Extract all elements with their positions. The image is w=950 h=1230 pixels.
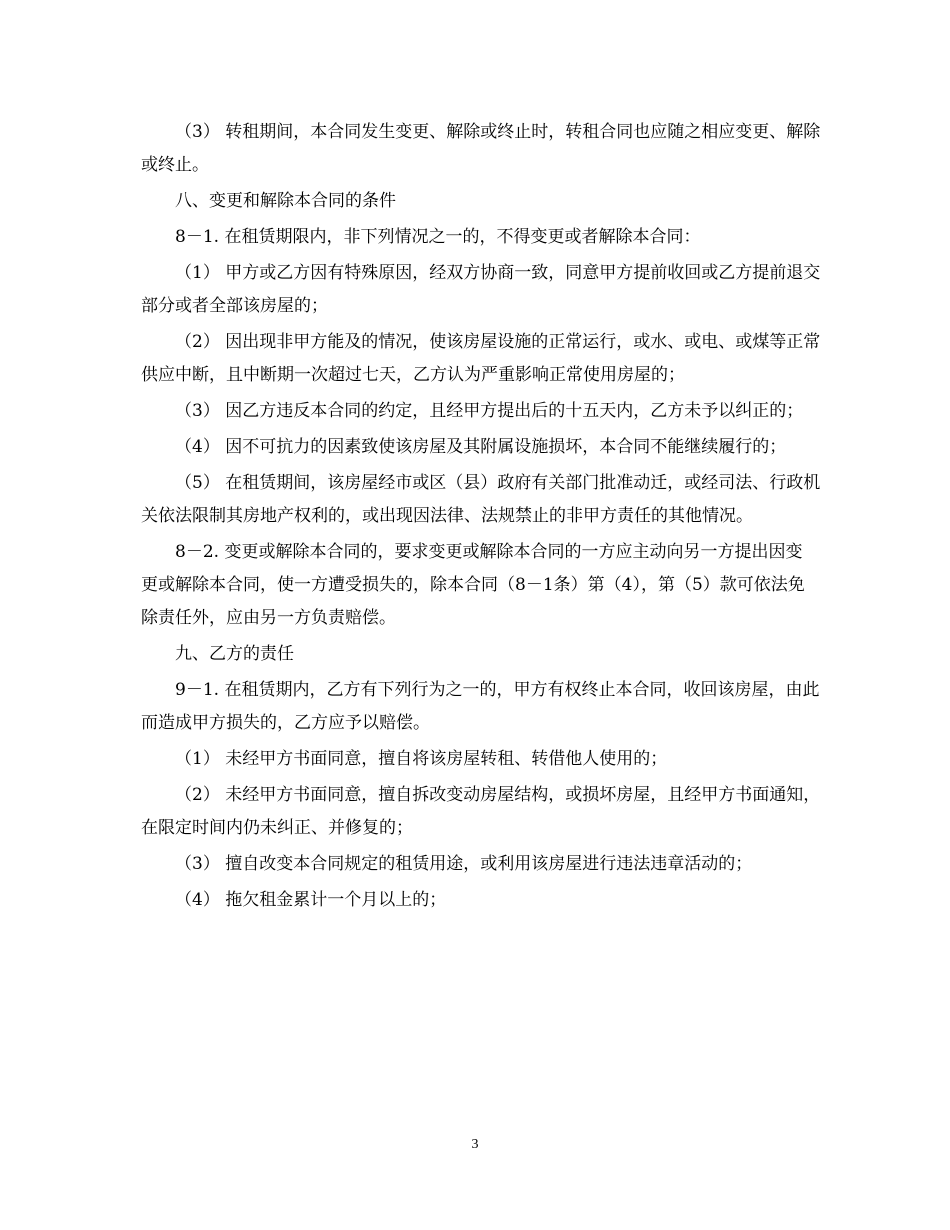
- clause-8-1-item-2: （2） 因出现非甲方能及的情况，使该房屋设施的正常运行，或水、或电、或煤等正常供应中断，且中断期一次超过七天，乙方认为严重影响正常使用房屋的；: [141, 332, 821, 385]
- clause-9-1: 9－1. 在租赁期内，乙方有下列行为之一的，甲方有权终止本合同，收回该房屋，由此而造成甲方损失的，乙方应予以赔偿。: [141, 680, 820, 733]
- page-number: 3: [471, 1137, 479, 1152]
- paragraph-sublet-3: （3） 转租期间，本合同发生变更、解除或终止时，转租合同也应随之相应变更、解除或终止。: [141, 122, 821, 175]
- heading-section-9: 九、乙方的责任: [175, 644, 294, 664]
- clause-8-1-item-1: （1） 甲方或乙方因有特殊原因，经双方协商一致，同意甲方提前收回或乙方提前退交部分或者全部该房屋的；: [141, 263, 821, 316]
- clause-9-1-item-3: （3） 擅自改变本合同规定的租赁用途，或利用该房屋进行违法违章活动的；: [175, 854, 753, 874]
- heading-section-8: 八、变更和解除本合同的条件: [175, 191, 396, 211]
- clause-8-1-item-3: （3） 因乙方违反本合同的约定，且经甲方提出后的十五天内，乙方未予以纠正的；: [175, 401, 804, 421]
- clause-9-1-item-2: （2） 未经甲方书面同意，擅自拆改变动房屋结构，或损坏房屋，且经甲方书面通知， 在限定时间内仍未纠正、并修复的；: [141, 785, 821, 838]
- clause-8-2: 8－2. 变更或解除本合同的，要求变更或解除本合同的一方应主动向另一方提出因变 更或解除本合同，使一方遭受损失的，除本合同（8－1条）第（4），第（5）款可依法免除责任外，应由另一方负责赔偿。: [141, 542, 805, 628]
- clause-8-1-item-4: （4） 因不可抗力的因素致使该房屋及其附属设施损坏，本合同不能继续履行的；: [175, 437, 787, 457]
- clause-9-1-item-4: （4） 拖欠租金累计一个月以上的；: [175, 890, 447, 910]
- document-body: [141, 116, 821, 917]
- clause-8-1-item-5: （5） 在租赁期间，该房屋经市或区（县）政府有关部门批准动迁，或经司法、行政机关依法限制其房地产权利的，或出现因法律、法规禁止的非甲方责任的其他情况。: [141, 473, 821, 526]
- clause-9-1-item-1: （1） 未经甲方书面同意，擅自将该房屋转租、转借他人使用的；: [175, 749, 668, 769]
- clause-8-1: 8－1. 在租赁期限内，非下列情况之一的，不得变更或者解除本合同：: [175, 227, 701, 247]
